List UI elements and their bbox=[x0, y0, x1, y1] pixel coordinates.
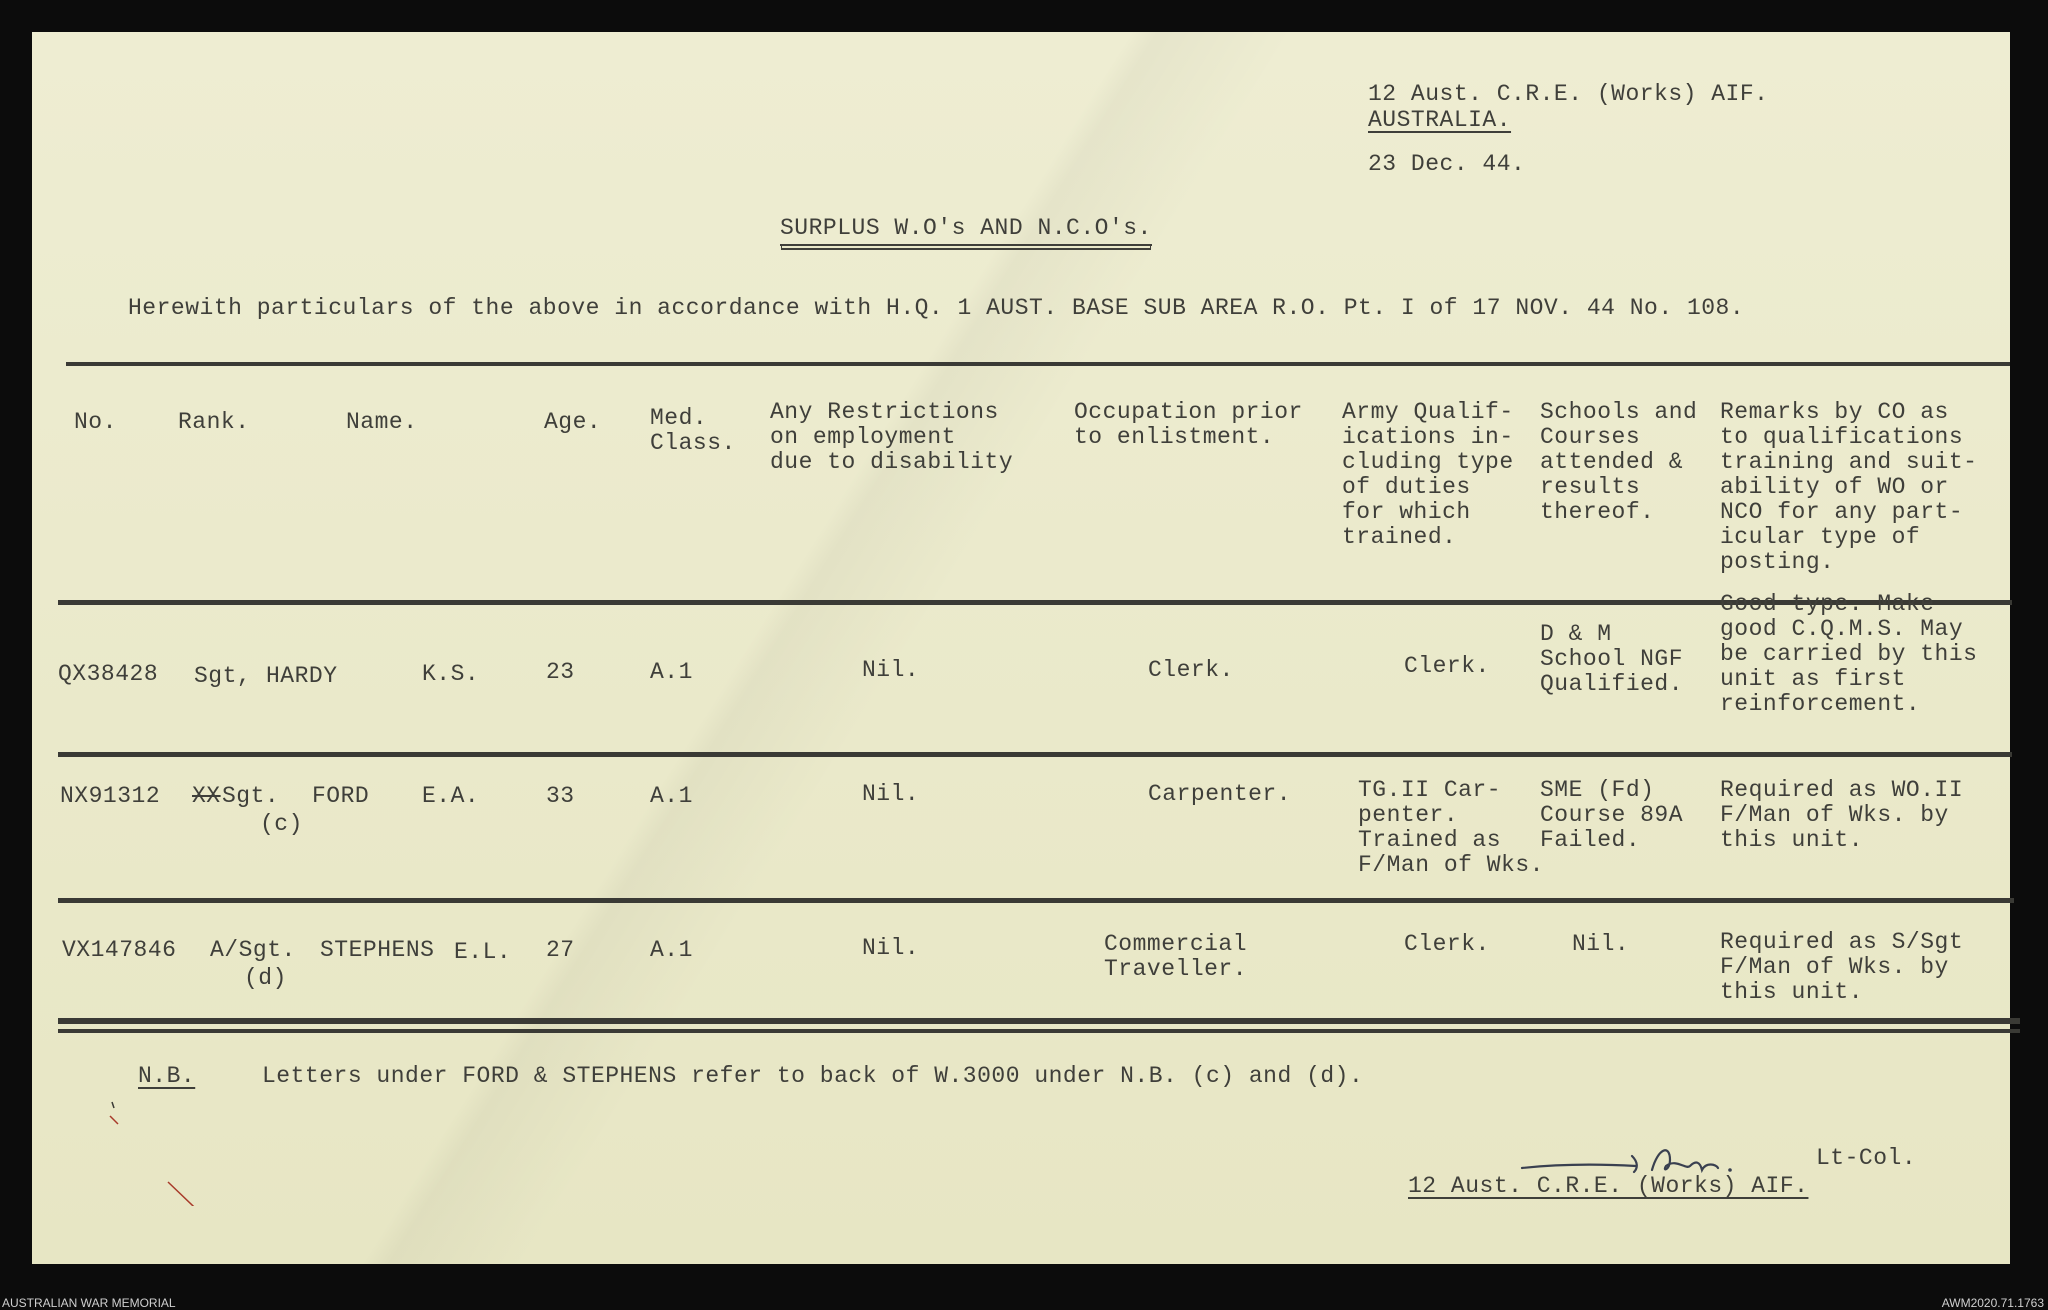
signature-scribble bbox=[1520, 1130, 1760, 1190]
credit-left: AUSTRALIAN WAR MEMORIAL bbox=[2, 1296, 176, 1310]
document-paper bbox=[32, 32, 2010, 1264]
row2-army-qual: TG.II Car- penter. Trained as F/Man of Wks. bbox=[1358, 777, 1544, 878]
col-header-rank: Rank. bbox=[178, 409, 250, 435]
credit-right: AWM2020.71.1763 bbox=[1941, 1296, 2044, 1310]
row-rule-1 bbox=[58, 752, 2012, 757]
row3-army-qual: Clerk. bbox=[1404, 931, 1490, 957]
col-header-remarks: Remarks by CO as to qualifications training and suit- ability of WO or NCO for any part- icular type of posting. bbox=[1720, 399, 1978, 575]
col-header-age: Age. bbox=[544, 409, 602, 435]
row1-army-qual: Clerk. bbox=[1404, 653, 1490, 679]
table-bottom-rule-2 bbox=[58, 1029, 2020, 1033]
row3-rank: A/Sgt. bbox=[210, 937, 296, 963]
row2-occupation: Carpenter. bbox=[1148, 781, 1292, 807]
row1-restrictions: Nil. bbox=[862, 657, 920, 683]
signoff-rank: Lt-Col. bbox=[1816, 1145, 1917, 1171]
note-text: Letters under FORD & STEPHENS refer to back of W.3000 under N.B. (c) and (d). bbox=[262, 1063, 1364, 1089]
col-header-no: No. bbox=[74, 409, 117, 435]
col-header-schools: Schools and Courses attended & results thereof. bbox=[1540, 399, 1698, 525]
row1-initials: K.S. bbox=[422, 661, 480, 687]
row1-name: HARDY bbox=[266, 663, 338, 689]
table-header-rule bbox=[58, 600, 2012, 605]
row1-remarks: Good type. Make good C.Q.M.S. May be carried by this unit as first reinforcement. bbox=[1720, 591, 1978, 717]
row1-no: QX38428 bbox=[58, 661, 159, 687]
row2-remarks: Required as WO.II F/Man of Wks. by this unit. bbox=[1720, 777, 1964, 853]
row3-initials: E.L. bbox=[454, 939, 512, 965]
row2-rank: Sgt. bbox=[222, 783, 280, 809]
row2-schools: SME (Fd) Course 89A Failed. bbox=[1540, 777, 1684, 853]
row1-occupation: Clerk. bbox=[1148, 657, 1234, 683]
row1-schools: D & M School NGF Qualified. bbox=[1540, 621, 1684, 697]
table-top-rule bbox=[66, 362, 2010, 366]
row-rule-2 bbox=[58, 898, 2014, 903]
row2-no: NX91312 bbox=[60, 783, 161, 809]
margin-mark bbox=[92, 1096, 232, 1206]
row2-restrictions: Nil. bbox=[862, 781, 920, 807]
row3-remarks: Required as S/Sgt F/Man of Wks. by this unit. bbox=[1720, 929, 1964, 1005]
row3-schools: Nil. bbox=[1572, 931, 1630, 957]
row2-age: 33 bbox=[546, 783, 575, 809]
col-header-army-qual: Army Qualif- ications in- cluding type of duties for which trained. bbox=[1342, 399, 1514, 550]
row3-occupation: Commercial Traveller. bbox=[1104, 931, 1248, 982]
row3-age: 27 bbox=[546, 937, 575, 963]
row2-initials: E.A. bbox=[422, 783, 480, 809]
row3-name: STEPHENS bbox=[320, 937, 435, 963]
row3-med: A.1 bbox=[650, 937, 693, 963]
row2-name: FORD bbox=[312, 783, 370, 809]
col-header-occupation: Occupation prior to enlistment. bbox=[1074, 399, 1303, 450]
row3-restrictions: Nil. bbox=[862, 935, 920, 961]
col-header-name: Name. bbox=[346, 409, 418, 435]
row1-med: A.1 bbox=[650, 659, 693, 685]
row3-rank-note: (d) bbox=[244, 965, 287, 991]
row2-rank-note: (c) bbox=[260, 811, 303, 837]
document-title: SURPLUS W.O's AND N.C.O's. bbox=[780, 216, 1152, 246]
intro-paragraph: Herewith particulars of the above in accordance with H.Q. 1 AUST. BASE SUB AREA R.O. Pt. I of 17 NOV. 44 No. 108. bbox=[128, 295, 1745, 321]
row2-med: A.1 bbox=[650, 783, 693, 809]
table-bottom-rule bbox=[58, 1018, 2020, 1024]
header-date: 23 Dec. 44. bbox=[1368, 151, 1526, 177]
row1-rank: Sgt, bbox=[194, 663, 252, 689]
signoff-unit: 12 Aust. C.R.E. (Works) AIF. bbox=[1408, 1173, 1809, 1199]
note-label: N.B. bbox=[138, 1063, 196, 1089]
col-header-med: Med. Class. bbox=[650, 405, 736, 456]
col-header-restrictions: Any Restrictions on employment due to disability bbox=[770, 399, 1014, 475]
row1-age: 23 bbox=[546, 659, 575, 685]
header-unit-line: 12 Aust. C.R.E. (Works) AIF. bbox=[1368, 81, 1769, 107]
footer-strip bbox=[0, 1294, 2048, 1310]
row2-rank-struck: XX bbox=[192, 783, 221, 809]
row3-no: VX147846 bbox=[62, 937, 177, 963]
header-country: AUSTRALIA. bbox=[1368, 107, 1512, 133]
